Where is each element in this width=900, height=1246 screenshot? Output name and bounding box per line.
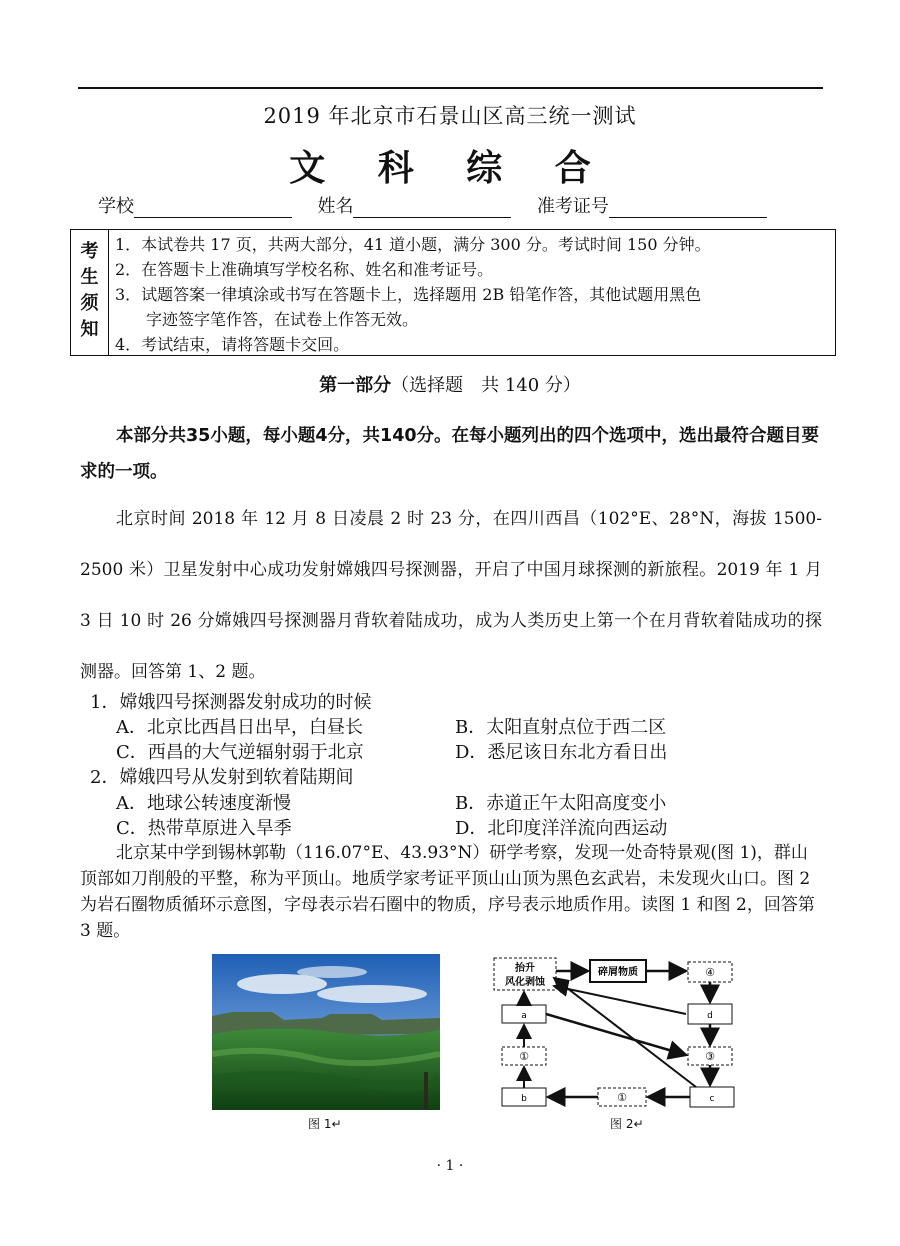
part-title: 第一部分 [319, 375, 392, 396]
figure-2-diagram [490, 952, 742, 1112]
exam-title: 2019 年北京市石景山区高三统一测试 [263, 104, 637, 128]
question-2-option-a: A．地球公转速度渐慢 [116, 793, 291, 814]
candidate-notice [70, 229, 836, 356]
id-label: 准考证号 [536, 196, 609, 217]
notice-item: 2．在答题卡上准确填写学校名称、姓名和准考证号。 [115, 260, 494, 279]
question-1-option-c: C．西昌的大气逆辐射弱于北京 [116, 742, 364, 763]
school-label: 学校 [98, 196, 134, 217]
part-heading [0, 371, 900, 397]
notice-item: 字迹签字笔作答，在试卷上作答无效。 [146, 310, 419, 329]
label-process-1-left: ① [519, 1050, 529, 1063]
label-weathering: 风化剥蚀 [505, 977, 545, 988]
question-1-stem: 1．嫦娥四号探测器发射成功的时候 [90, 692, 372, 713]
notice-item: 3．试题答案一律填涂或书写在答题卡上，选择题用 2B 铅笔作答，其他试题用黑色 [115, 285, 702, 304]
id-field[interactable] [609, 197, 767, 218]
name-label: 姓名 [317, 196, 354, 217]
question-1-option-a: A．北京比西昌日出早，白昼长 [116, 717, 363, 738]
notice-item: 1．本试卷共 17 页，共两大部分，41 道小题，满分 300 分。考试时间 150 分钟。 [115, 235, 711, 254]
part-subtitle: （选择题 共 140 分） [391, 375, 581, 396]
question-2-option-c: C．热带草原进入旱季 [116, 818, 292, 839]
label-uplift: 抬升 [515, 963, 535, 974]
question-2-option-b: B．赤道正午太阳高度变小 [455, 793, 667, 814]
top-rule [78, 87, 823, 89]
label-process-3: ③ [705, 1050, 715, 1063]
figure-1-photo [212, 954, 440, 1110]
notice-item: 4．考试结束，请将答题卡交回。 [115, 335, 350, 354]
question-2-stem: 2．嫦娥四号从发射到软着陆期间 [90, 767, 354, 788]
part-instructions: 本部分共35小题，每小题4分，共140分。在每小题列出的四个选项中，选出最符合题目要求的一项。 [80, 426, 820, 482]
label-process-1-bottom: ① [617, 1091, 627, 1104]
question-1-option-b: B．太阳直射点位于西二区 [455, 717, 667, 738]
label-c: c [709, 1094, 715, 1104]
passage-xilinguole: 北京某中学到锡林郭勒（116.07°E、43.93°N）研学考察，发现一处奇特景观(图 1)，群山顶部如刀削般的平整，称为平顶山。地质学家考证平顶山山顶为黑色玄武岩，未发现火山口。图 2 为岩石圈物质循环示意图，字母表示岩石圈中的物质，序号表示地质作用。读图 1 和图 2，回答第 3 题。 [80, 843, 815, 941]
name-field[interactable] [353, 197, 511, 218]
label-process-4: ④ [705, 966, 715, 979]
figure-1-caption: 图 1↵ [308, 1117, 342, 1131]
figure-2-caption: 图 2↵ [610, 1117, 644, 1131]
question-2-option-d: D．北印度洋洋流向西运动 [455, 818, 668, 839]
label-d: d [707, 1011, 713, 1021]
page-number: · 1 · [436, 1158, 464, 1174]
question-1-option-d: D．悉尼该日东北方看日出 [455, 742, 668, 763]
label-a: a [521, 1011, 527, 1021]
candidate-fields [98, 192, 767, 218]
school-field[interactable] [134, 197, 292, 218]
notice-heading: 考 生 须 知 [71, 230, 109, 355]
subject-title: 文 科 综 合 [289, 147, 611, 189]
label-sediment: 碎屑物质 [598, 967, 638, 978]
notice-items [115, 232, 829, 357]
label-b: b [521, 1094, 527, 1104]
passage-chang-e: 北京时间 2018 年 12 月 8 日凌晨 2 时 23 分，在四川西昌（102°E、28°N，海拔 1500-2500 米）卫星发射中心成功发射嫦娥四号探测器，开启了中国月球探测的新旅程。2019 年 1 月 3 日 10 时 26 分嫦娥四号探测器月背软着陆成功，成为人类历史上第一个在月背软着陆成功的探测器。回答第 1、2 题。 [80, 509, 822, 682]
